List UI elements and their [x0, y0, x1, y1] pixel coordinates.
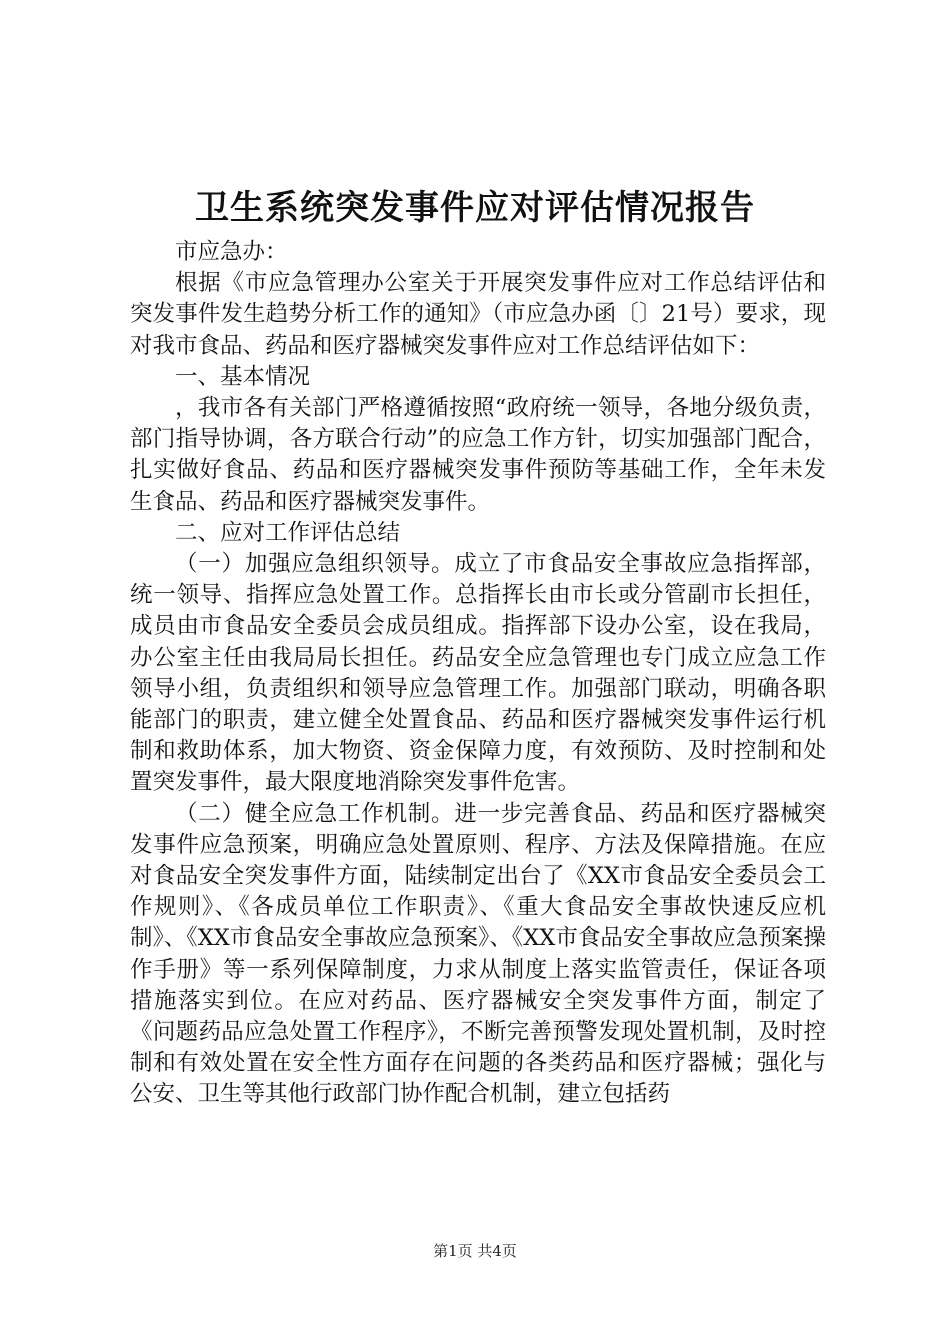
salutation: 市应急办：: [175, 239, 288, 265]
paragraph-mechanism: （二）健全应急工作机制。进一步完善食品、药品和医疗器械突发事件应急预案，明确应急处置原则、程序、方法及保障措施。在应对食品安全突发事件方面，陆续制定出台了《XX市食品安全委员会工作规则》、《各成员单位工作职责》、《重大食品安全事故快速反应机制》、《XX市食品安全事故应急预案》、《XX市食品安全事故应急预案操作手册》等一系列保障制度，力求从制度上落实监管责任，保证各项措施落实到位。在应对药品、医疗器械安全突发事件方面，制定了《问题药品应急处置工作程序》，不断完善预警发现处置机制，及时控制和有效处置在安全性方面存在问题的各类药品和医疗器械；强化与公安、卫生等其他行政部门协作配合机制，建立包括药: [130, 800, 826, 1108]
section-heading-evaluation: 二、应对工作评估总结: [175, 519, 401, 546]
paragraph-intro: 根据《市应急管理办公室关于开展突发事件应对工作总结评估和突发事件发生趋势分析工作的通知》（市应急办函〔〕21号）要求，现对我市食品、药品和医疗器械突发事件应对工作总结评估如下：: [130, 270, 826, 359]
paragraph-basic: ，我市各有关部门严格遵循按照“政府统一领导，各地分级负责，部门指导协调，各方联合行动”的应急工作方针，切实加强部门配合，扎实做好食品、药品和医疗器械突发事件预防等基础工作，全年未发生食品、药品和医疗器械突发事件。: [130, 395, 826, 515]
document-title: 卫生系统突发事件应对评估情况报告: [195, 188, 755, 228]
paragraph-organization: （一）加强应急组织领导。成立了市食品安全事故应急指挥部，统一领导、指挥应急处置工作。总指挥长由市长或分管副市长担任，成员由市食品安全委员会成员组成。指挥部下设办公室，设在我局，办公室主任由我局局长担任。药品安全应急管理也专门成立应急工作领导小组，负责组织和领导应急管理工作。加强部门联动，明确各职能部门的职责，建立健全处置食品、药品和医疗器械突发事件运行机制和救助体系，加大物资、资金保障力度，有效预防、及时控制和处置突发事件，最大限度地消除突发事件危害。: [130, 551, 826, 796]
section-heading-basic: 一、基本情况: [175, 363, 311, 390]
document-body: [130, 237, 826, 1111]
page-footer: 第1页 共4页: [433, 1242, 517, 1260]
